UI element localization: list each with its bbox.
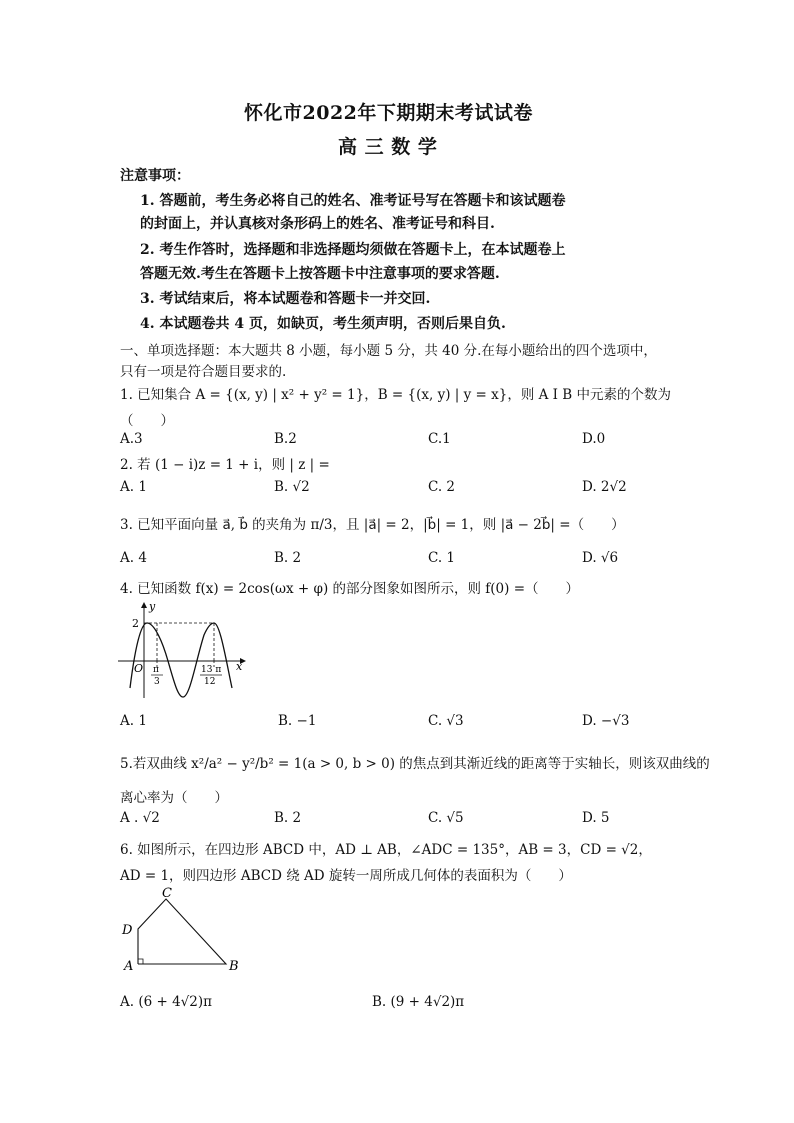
notice-line: 答题无效.考生在答题卡上按答题卡中注意事项的要求答题. <box>140 266 500 282</box>
section-heading-cont: 只有一项是符合题目要求的. <box>120 364 287 380</box>
q4-option-b: B. −1 <box>278 713 317 729</box>
section-heading: 一、单项选择题：本大题共 8 小题，每小题 5 分，共 40 分.在每小题给出的四个选项中， <box>120 343 657 359</box>
exam-subject: 高 三 数 学 <box>338 136 438 158</box>
q2-option-b: B. √2 <box>274 479 310 495</box>
figure-label-a: A <box>124 959 134 974</box>
question-5-cont: 离心率为（ ） <box>120 790 228 806</box>
graph-tick1-num: π <box>153 665 159 675</box>
q5-option-c: C. √5 <box>428 810 464 826</box>
graph-y-label: y <box>149 600 156 613</box>
exam-title: 怀化市2022年下期期末考试试卷 <box>244 102 533 124</box>
figure-label-d: D <box>122 923 133 938</box>
q5-option-a: A . √2 <box>120 810 160 826</box>
graph-tick2-den: 12 <box>204 677 216 687</box>
question-3: 3. 已知平面向量 a⃗, b⃗ 的夹角为 π/3，且 |a⃗| = 2，|b⃗| = 1，则 |a⃗ − 2b⃗| =（ ） <box>120 517 625 533</box>
q1-option-a: A.3 <box>120 431 143 447</box>
q3-option-d: D. √6 <box>582 550 619 566</box>
q4-option-a: A. 1 <box>120 713 147 729</box>
notice-line: 的封面上，并认真核对条形码上的姓名、准考证号和科目. <box>140 216 495 232</box>
q6-option-b: B. (9 + 4√2)π <box>372 994 465 1010</box>
q3-option-a: A. 4 <box>120 550 147 566</box>
question-1: 1. 已知集合 A = {(x, y) | x² + y² = 1}，B = {(x, y) | y = x}，则 A I B 中元素的个数为 <box>120 387 671 403</box>
q5-option-d: D. 5 <box>582 810 610 826</box>
q1-option-b: B.2 <box>274 431 297 447</box>
quadrilateral-figure <box>118 885 248 975</box>
graph-x-label: x <box>236 660 243 673</box>
q5-option-b: B. 2 <box>274 810 302 826</box>
question-6: 6. 如图所示，在四边形 ABCD 中，AD ⊥ AB，∠ADC = 135°，AB = 3，CD = √2， <box>120 842 652 858</box>
notice-line: 2. 考生作答时，选择题和非选择题均须做在答题卡上，在本试题卷上 <box>140 242 566 258</box>
q1-option-d: D.0 <box>582 431 606 447</box>
q4-option-c: C. √3 <box>428 713 464 729</box>
q2-option-d: D. 2√2 <box>582 479 627 495</box>
graph-peak-label: 2 <box>132 617 139 630</box>
notice-line: 4. 本试题卷共 4 页，如缺页，考生须声明，否则后果自负. <box>140 316 506 332</box>
question-2: 2. 若 (1 − i)z = 1 + i，则 | z | = <box>120 457 330 473</box>
question-6-cont: AD = 1，则四边形 ABCD 绕 AD 旋转一周所成几何体的表面积为（ ） <box>120 868 572 884</box>
q2-option-c: C. 2 <box>428 479 456 495</box>
question-1-paren: （ ） <box>120 413 174 429</box>
q2-option-a: A. 1 <box>120 479 147 495</box>
notice-heading: 注意事项： <box>120 168 190 184</box>
q6-option-a: A. (6 + 4√2)π <box>120 994 213 1010</box>
graph-origin-label: O <box>134 662 144 675</box>
question-4: 4. 已知函数 f(x) = 2cos(ωx + φ) 的部分图象如图所示，则 f(0) =（ ） <box>120 581 580 597</box>
q3-option-b: B. 2 <box>274 550 302 566</box>
figure-label-c: C <box>162 886 172 901</box>
notice-line: 1. 答题前，考生务必将自己的姓名、准考证号写在答题卡和该试题卷 <box>140 193 566 209</box>
q1-option-c: C.1 <box>428 431 451 447</box>
q4-option-d: D. −√3 <box>582 713 630 729</box>
q3-option-c: C. 1 <box>428 550 456 566</box>
figure-label-b: B <box>229 959 239 974</box>
graph-tick2-num: 13 π <box>201 665 222 675</box>
question-5: 5.若双曲线 x²/a² − y²/b² = 1(a > 0, b > 0) 的焦点到其渐近线的距离等于实轴长，则该双曲线的 <box>120 756 710 772</box>
cosine-graph <box>118 600 248 700</box>
graph-tick1-den: 3 <box>154 677 160 687</box>
notice-line: 3. 考试结束后，将本试题卷和答题卡一并交回. <box>140 291 431 307</box>
